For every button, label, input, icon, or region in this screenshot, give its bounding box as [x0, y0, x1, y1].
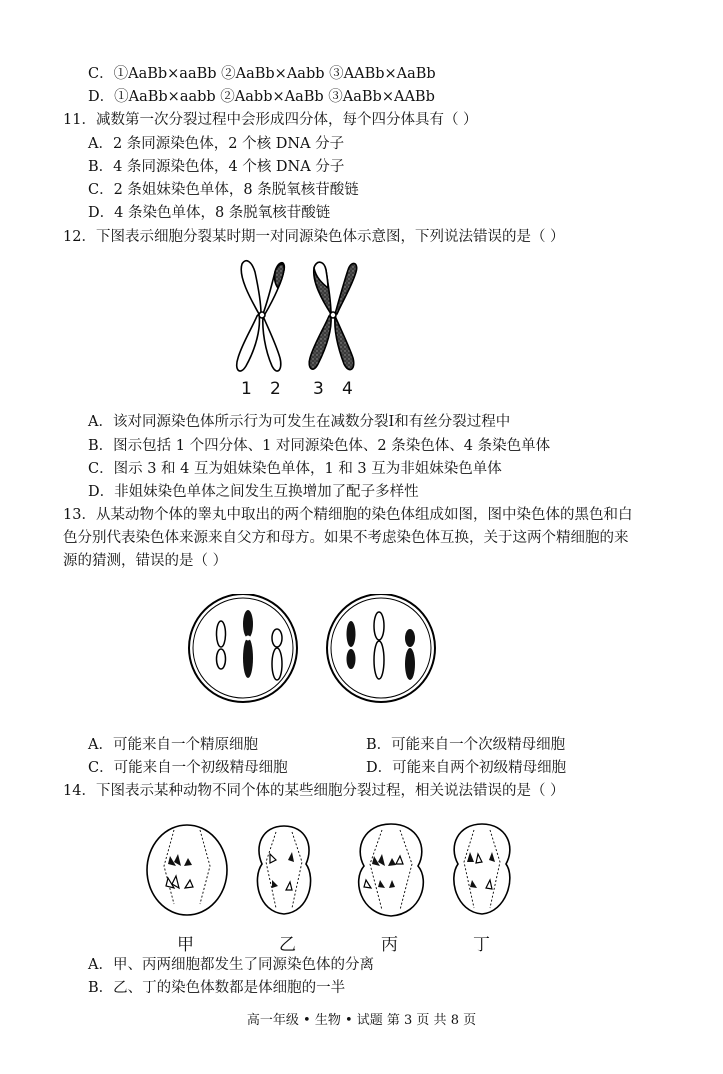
q13-stem-line1: 13．从某动物个体的睾丸中取出的两个精细胞的染色体组成如图，图中染色体的黑色和白 — [63, 507, 633, 523]
q12-option-a: A．该对同源染色体所示行为可发生在减数分裂Ⅰ和有丝分裂过程中 — [88, 414, 511, 430]
cell-label-yi: 乙 — [279, 935, 296, 955]
q12-stem: 12．下图表示细胞分裂某时期一对同源染色体示意图，下列说法错误的是（ ） — [63, 229, 565, 245]
q13-option-a: A．可能来自一个精原细胞 — [88, 737, 258, 753]
q11-option-d: D．4 条染色单体，8 条脱氧核苷酸链 — [88, 205, 331, 221]
chromosome-label-4: 4 — [342, 379, 353, 399]
q13-option-d: D．可能来自两个初级精母细胞 — [366, 760, 567, 776]
q14-option-a: A．甲、丙两细胞都发生了同源染色体的分离 — [88, 957, 374, 973]
q10-option-c: C．①AaBb×aaBb ②AaBb×Aabb ③AABb×AaBb — [88, 66, 436, 82]
homologous-chromosome-figure — [228, 258, 368, 378]
q13-stem-line2: 色分别代表染色体来源来自父方和母方。如果不考虑染色体互换，关于这两个精细胞的来 — [63, 530, 629, 546]
q10-option-d: D．①AaBb×aabb ②Aabb×AaBb ③AaBb×AABb — [88, 89, 435, 105]
q14-option-b: B．乙、丁的染色体数都是体细胞的一半 — [88, 980, 346, 996]
q14-stem: 14．下图表示某种动物不同个体的某些细胞分裂过程，相关说法错误的是（ ） — [63, 783, 565, 799]
q12-option-c: C．图示 3 和 4 互为姐妹染色单体，1 和 3 互为非姐妹染色单体 — [88, 461, 502, 477]
q11-option-b: B．4 条同源染色体，4 个核 DNA 分子 — [88, 159, 345, 175]
q11-option-c: C．2 条姐妹染色单体，8 条脱氧核苷酸链 — [88, 182, 359, 198]
sperm-cells-figure — [186, 594, 438, 706]
page-footer: 高一年级 • 生物 • 试题 第 3 页 共 8 页 — [246, 1013, 477, 1028]
cell-label-bing: 丙 — [381, 935, 398, 955]
q12-option-d: D．非姐妹染色单体之间发生互换增加了配子多样性 — [88, 484, 419, 500]
cell-label-jia: 甲 — [177, 935, 194, 955]
q12-option-b: B．图示包括 1 个四分体、1 对同源染色体、2 条染色体、4 条染色单体 — [88, 438, 551, 454]
q13-option-c: C．可能来自一个初级精母细胞 — [88, 760, 288, 776]
q11-option-a: A．2 条同源染色体，2 个核 DNA 分子 — [88, 136, 345, 152]
chromosome-label-2: 2 — [270, 379, 281, 399]
cell-label-ding: 丁 — [473, 935, 490, 955]
chromosome-label-3: 3 — [313, 379, 324, 399]
q13-option-b: B．可能来自一个次级精母细胞 — [366, 737, 566, 753]
q13-stem-line3: 源的猜测，错误的是（ ） — [63, 553, 228, 569]
q11-stem: 11．减数第一次分裂过程中会形成四分体，每个四分体具有（ ） — [63, 112, 478, 128]
chromosome-label-1: 1 — [241, 379, 252, 399]
cell-division-figure — [144, 818, 534, 918]
